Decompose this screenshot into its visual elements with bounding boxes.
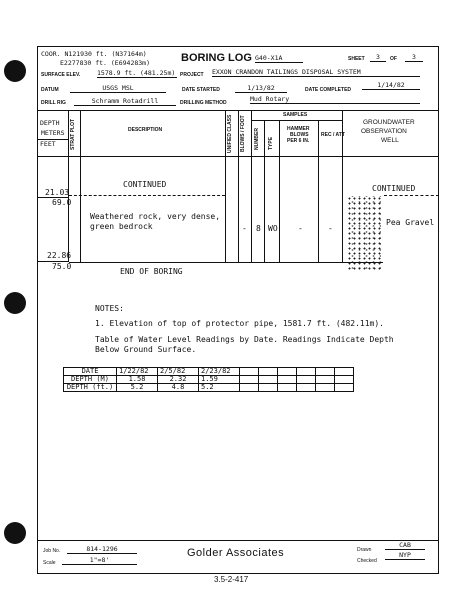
coordinates bbox=[41, 51, 147, 58]
project: EXXON CRANDON TAILINGS DISPOSAL SYSTEM bbox=[212, 69, 420, 77]
col-sep-depth bbox=[68, 110, 69, 262]
table-caption-1: Table of Water Level Readings by Date. Readings Indicate Depth bbox=[95, 335, 394, 344]
table-cell bbox=[335, 376, 354, 384]
table-cell: DEPTH (ft.) bbox=[64, 384, 117, 392]
table-cell: 5.2 bbox=[199, 384, 240, 392]
sheet-total: 3 bbox=[405, 54, 423, 62]
surface-elev: 1578.9 ft. (481.25m) bbox=[97, 69, 176, 77]
col-groundwater-1: GROUNDWATER bbox=[363, 119, 415, 126]
depth-2-meters: 22.86 bbox=[47, 251, 72, 260]
table-cell: 2/5/82 bbox=[158, 368, 199, 376]
company-name: Golder Associates bbox=[187, 547, 285, 559]
sheet-label: SHEET bbox=[348, 56, 365, 62]
date-started: 1/13/82 bbox=[235, 85, 287, 93]
table-cell bbox=[297, 376, 316, 384]
col-sep-blows bbox=[251, 110, 252, 262]
sample-type-value: WO bbox=[268, 224, 278, 233]
table-cell bbox=[316, 376, 335, 384]
table-cell bbox=[316, 368, 335, 376]
table-cell bbox=[297, 368, 316, 376]
depth-1-feet: 69.0 bbox=[52, 198, 72, 207]
table-cell: 4.8 bbox=[158, 384, 199, 392]
table-cell bbox=[335, 368, 354, 376]
pea-gravel-fill bbox=[347, 196, 381, 272]
notes-heading: NOTES: bbox=[95, 304, 124, 313]
continued-well: CONTINUED bbox=[372, 184, 416, 193]
col-groundwater-3: WELL bbox=[381, 137, 399, 144]
bottom-of-boring-line bbox=[69, 262, 383, 263]
table-cell bbox=[240, 376, 259, 384]
table-cell bbox=[240, 368, 259, 376]
date-completed: 1/14/82 bbox=[362, 82, 420, 90]
table-cell bbox=[259, 376, 278, 384]
table-cell: DEPTH (M) bbox=[64, 376, 117, 384]
sample-number-value: 8 bbox=[256, 224, 261, 233]
table-cell: 5.2 bbox=[117, 384, 158, 392]
table-cell: 2/23/82 bbox=[199, 368, 240, 376]
water-level-table bbox=[63, 367, 354, 392]
surface-elev-label: SURFACE ELEV. bbox=[41, 72, 81, 78]
datum: USGS MSL bbox=[70, 85, 166, 93]
col-hammer-1: HAMMER bbox=[287, 126, 310, 132]
col-sep-strat bbox=[80, 110, 81, 262]
layer-boundary-1 bbox=[69, 195, 225, 196]
drill-rig: Schramm Rotadrill bbox=[74, 98, 176, 106]
col-unified-class: UNIFIED CLASS bbox=[227, 114, 233, 153]
coor-north: N121930 ft. (N37164m) bbox=[64, 50, 147, 58]
table-cell bbox=[259, 384, 278, 392]
drawn: CAB bbox=[385, 542, 425, 550]
depth-2-feet: 75.0 bbox=[52, 262, 72, 271]
table-cell: DATE bbox=[64, 368, 117, 376]
hammer-blows-value: - bbox=[298, 224, 303, 233]
col-sep-desc bbox=[225, 110, 226, 262]
checked: NYP bbox=[385, 552, 425, 560]
sheet-number: 3 bbox=[370, 54, 386, 62]
col-meters: METERS bbox=[41, 129, 65, 137]
col-samples: SAMPLES bbox=[283, 112, 308, 118]
well-boundary-1 bbox=[384, 195, 439, 196]
coor-east: E2277830 ft. (E694283m) bbox=[60, 59, 151, 67]
project-label: PROJECT bbox=[180, 72, 204, 78]
scale: 1"=8' bbox=[62, 557, 137, 565]
rock-description-line-1: Weathered rock, very dense, bbox=[90, 212, 221, 221]
table-cell: 1.58 bbox=[117, 376, 158, 384]
drilling-method: Mud Rotary bbox=[250, 96, 420, 104]
note-1: 1. Elevation of top of protector pipe, 1581.7 ft. (482.11m). bbox=[95, 319, 384, 328]
binder-hole-top bbox=[4, 60, 26, 82]
col-sep-hammer bbox=[318, 120, 319, 262]
table-cell bbox=[240, 384, 259, 392]
col-sep-class bbox=[238, 110, 239, 262]
table-cell: 1.59 bbox=[199, 376, 240, 384]
date-completed-label: DATE COMPLETED bbox=[305, 87, 352, 93]
col-feet: FEET bbox=[40, 140, 56, 148]
col-strat-plot: STRAT PLOT bbox=[70, 118, 76, 150]
col-hammer-3: PER 6 IN. bbox=[287, 138, 310, 144]
col-blows-foot: BLOWS / FOOT bbox=[240, 115, 246, 152]
end-of-boring: END OF BORING bbox=[120, 267, 183, 276]
of-label: OF bbox=[390, 56, 397, 62]
table-cell bbox=[297, 384, 316, 392]
unified-class-value: - bbox=[242, 224, 247, 233]
table-cell bbox=[278, 384, 297, 392]
job-no-label: Job No. bbox=[43, 548, 61, 554]
table-cell bbox=[335, 384, 354, 392]
footer-rule bbox=[37, 540, 439, 541]
drawn-label: Drawn bbox=[357, 547, 372, 553]
col-rec-att: REC / ATT bbox=[321, 132, 345, 138]
drilling-method-label: DRILLING METHOD bbox=[180, 100, 227, 106]
binder-hole-middle bbox=[4, 292, 26, 314]
col-type: TYPE bbox=[268, 136, 274, 150]
checked-label: Checked bbox=[357, 558, 377, 564]
table-row bbox=[64, 384, 354, 392]
table-cell: 2.32 bbox=[158, 376, 199, 384]
date-started-label: DATE STARTED bbox=[182, 87, 220, 93]
col-number: NUMBER bbox=[254, 128, 260, 150]
drill-rig-label: DRILL RIG bbox=[41, 100, 66, 106]
table-cell bbox=[259, 368, 278, 376]
rec-att-value: - bbox=[328, 224, 333, 233]
table-cell bbox=[278, 368, 297, 376]
col-description: DESCRIPTION bbox=[128, 127, 163, 133]
job-no: 814-1296 bbox=[67, 546, 137, 554]
table-cell: 1/22/82 bbox=[117, 368, 158, 376]
depth-1-meters: 21.03 bbox=[45, 188, 70, 197]
scale-label: Scale bbox=[43, 560, 56, 566]
col-sep-number bbox=[264, 120, 265, 262]
col-hammer-2: BLOWS bbox=[290, 132, 309, 138]
table-cell bbox=[316, 384, 335, 392]
well-material-label: Pea Gravel bbox=[386, 218, 435, 227]
col-groundwater-2: OBSERVATION bbox=[361, 128, 407, 135]
boring-log-title: BORING LOG bbox=[181, 52, 252, 64]
rock-description-line-2: green bedrock bbox=[90, 222, 153, 231]
page-number: 3.5-2-417 bbox=[214, 575, 249, 584]
binder-hole-bottom bbox=[4, 522, 26, 544]
datum-label: DATUM bbox=[41, 87, 59, 93]
table-caption-2: Below Ground Surface. bbox=[95, 345, 197, 354]
col-depth: DEPTH bbox=[40, 119, 60, 127]
col-sep-type bbox=[279, 120, 280, 262]
table-cell bbox=[278, 376, 297, 384]
continued-description: CONTINUED bbox=[123, 180, 167, 189]
coor-label: COOR. bbox=[41, 50, 61, 58]
log-id: G40-X1A bbox=[255, 55, 303, 63]
